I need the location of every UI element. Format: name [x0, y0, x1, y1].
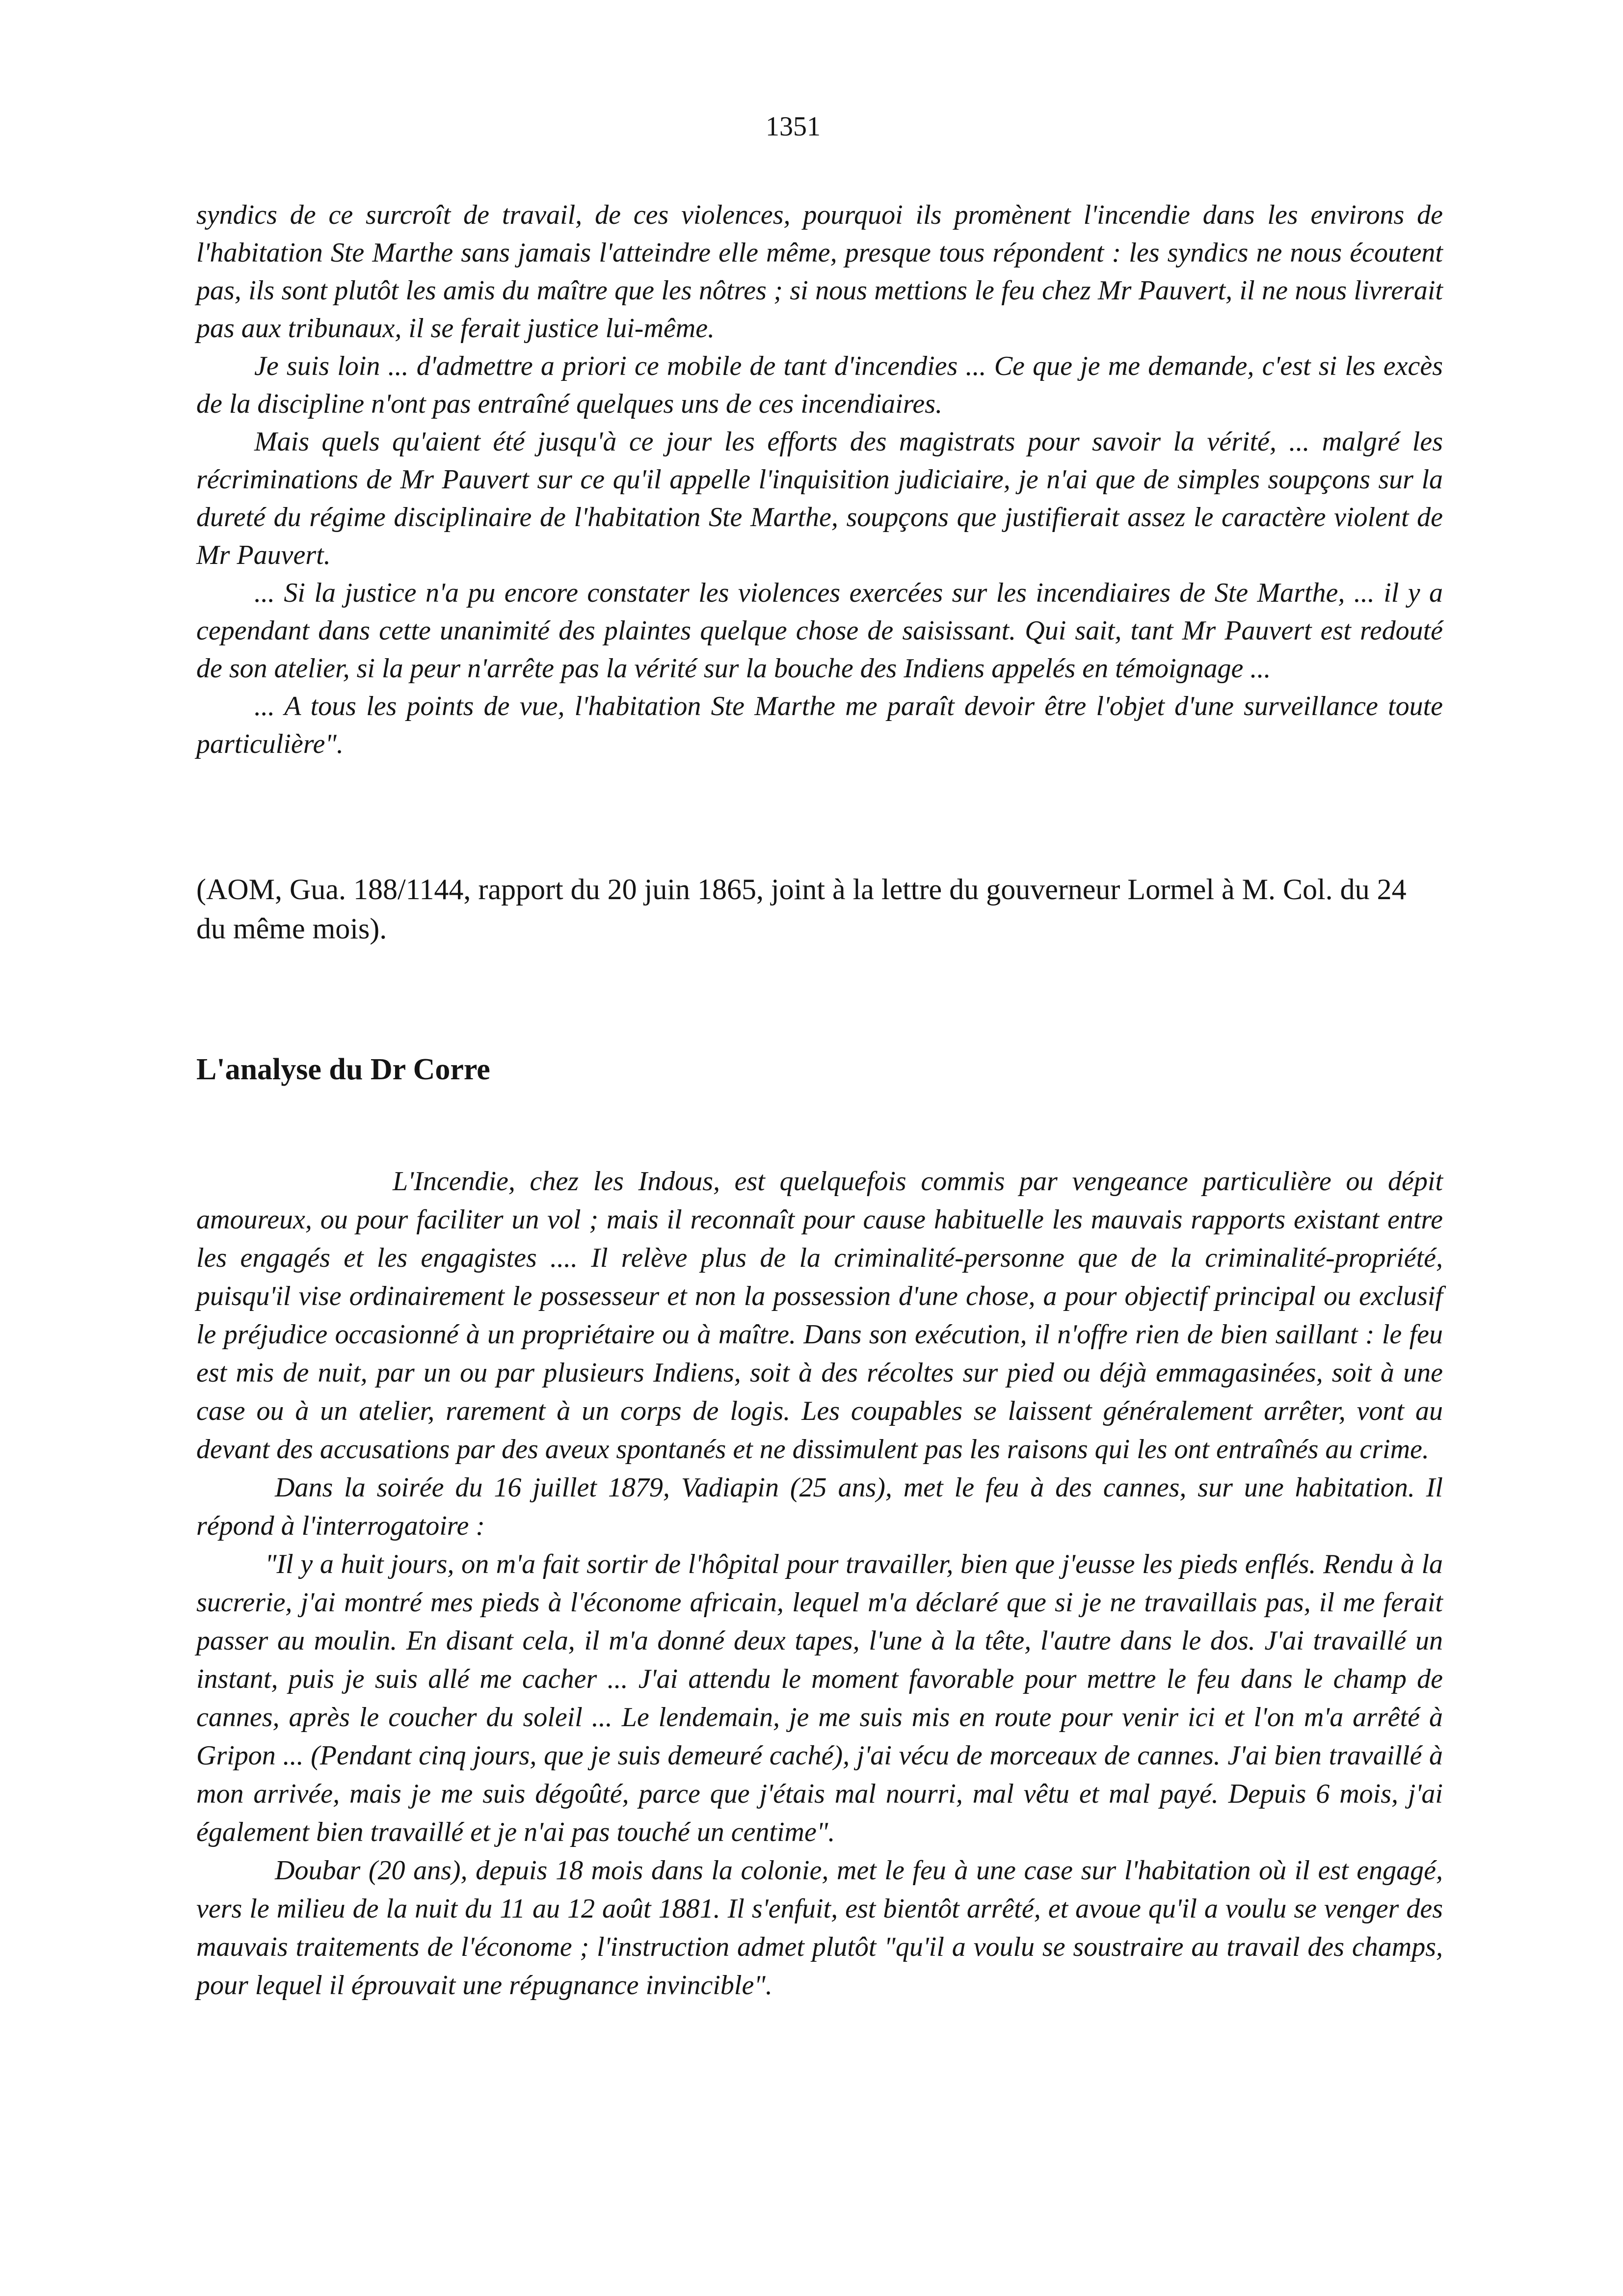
quote-paragraph: ... A tous les points de vue, l'habitation Ste Marthe me paraît devoir être l'objet d'une surveillance toute particulière".: [196, 691, 1443, 759]
analysis-paragraph: Dans la soirée du 16 juillet 1879, Vadiapin (25 ans), met le feu à des cannes, sur une habitation. Il répond à l'interrogatoire :: [196, 1472, 1443, 1541]
analysis-paragraph: L'Incendie, chez les Indous, est quelquefois commis par vengeance particulière ou dépit amoureux, ou pour faciliter un vol ; mais il reconnaît pour cause habituelle les mauvais rapports existant entre les engagés et les engagistes .... Il relève plus de la criminalité-personne que de la criminalité-propriété, puisqu'il vise ordinairement le possesseur et non la possession d'une chose, a pour objectif principal ou exclusif le préjudice occasionné à un propriétaire ou à maître. Dans son exécution, il n'offre rien de bien saillant : le feu est mis de nuit, par un ou par plusieurs Indiens, soit à des récoltes sur pied ou déjà emmagasinées, soit à une case ou à un atelier, rarement à un corps de logis. Les coupables se laissent généralement arrêter, vont au devant des accusations par des aveux spontanés et ne dissimulent pas les raisons qui les ont entraînés au crime.: [196, 1166, 1443, 1465]
quote-paragraph: Je suis loin ... d'admettre a priori ce mobile de tant d'incendies ... Ce que je me demande, c'est si les excès de la discipline n'ont pas entraîné quelques uns de ces incendiaires.: [196, 351, 1443, 419]
testimony-paragraph: "Il y a huit jours, on m'a fait sortir de l'hôpital pour travailler, bien que j'eusse les pieds enflés. Rendu à la sucrerie, j'ai montré mes pieds à l'économe africain, lequel m'a déclaré que si je ne travaillais pas, il me ferait passer au moulin. En disant cela, il m'a donné deux tapes, l'une à la tête, l'autre dans le dos. J'ai travaillé un instant, puis je suis allé me cacher ... J'ai attendu le moment favorable pour mettre le feu dans le champ de cannes, après le coucher du soleil ... Le lendemain, je me suis mis en route pour venir ici et l'on m'a arrêté à Gripon ... (Pendant cinq jours, que je suis demeuré caché), j'ai vécu de morceaux de cannes. J'ai bien travaillé à mon arrivée, mais je me suis dégoûté, parce que j'étais mal nourri, mal vêtu et mal payé. Depuis 6 mois, j'ai également bien travaillé et je n'ai pas touché un centime".: [196, 1549, 1443, 1847]
quote-paragraph: ... Si la justice n'a pu encore constater les violences exercées sur les incendiaires de Ste Marthe, ... il y a cependant dans cette unanimité des plaintes quelque chose de saisissant. Qui sait, tant Mr Pauvert est redouté de son atelier, si la peur n'arrête pas la vérité sur la bouche des Indiens appelés en témoignage ...: [196, 578, 1443, 684]
quote-paragraph: syndics de ce surcroît de travail, de ces violences, pourquoi ils promènent l'incendie dans les environs de l'habitation Ste Marthe sans jamais l'atteindre elle même, presque tous répondent : les syndics ne nous écoutent pas, ils sont plutôt les amis du maître que les nôtres ; si nous mettions le feu chez Mr Pauvert, il ne nous livrerait pas aux tribunaux, il se ferait justice lui-même.: [196, 200, 1443, 344]
source-citation: (AOM, Gua. 188/1144, rapport du 20 juin 1865, joint à la lettre du gouverneur Lormel à M. Col. du 24 du même mois).: [196, 873, 1407, 945]
analysis-paragraph: Doubar (20 ans), depuis 18 mois dans la colonie, met le feu à une case sur l'habitation où il est engagé, vers le milieu de la nuit du 11 au 12 août 1881. Il s'enfuit, est bientôt arrêté, et avoue qu'il a voulu se venger des mauvais traitements de l'économe ; l'instruction admet plutôt "qu'il a voulu se soustraire au travail des champs, pour lequel il éprouvait une répugnance invincible".: [196, 1855, 1443, 2001]
quote-paragraph: Mais quels qu'aient été jusqu'à ce jour les efforts des magistrats pour savoir la vérité, ... malgré les récriminations de Mr Pauvert sur ce qu'il appelle l'inquisition judiciaire, je n'ai que de simples soupçons sur la dureté du régime disciplinaire de l'habitation Ste Marthe, soupçons que justifierait assez le caractère violent de Mr Pauvert.: [196, 427, 1443, 570]
section-heading: L'analyse du Dr Corre: [196, 1053, 490, 1086]
archival-quote: [196, 196, 1443, 763]
page-number: 1351: [766, 111, 821, 142]
analysis-section: [196, 1162, 1443, 2004]
